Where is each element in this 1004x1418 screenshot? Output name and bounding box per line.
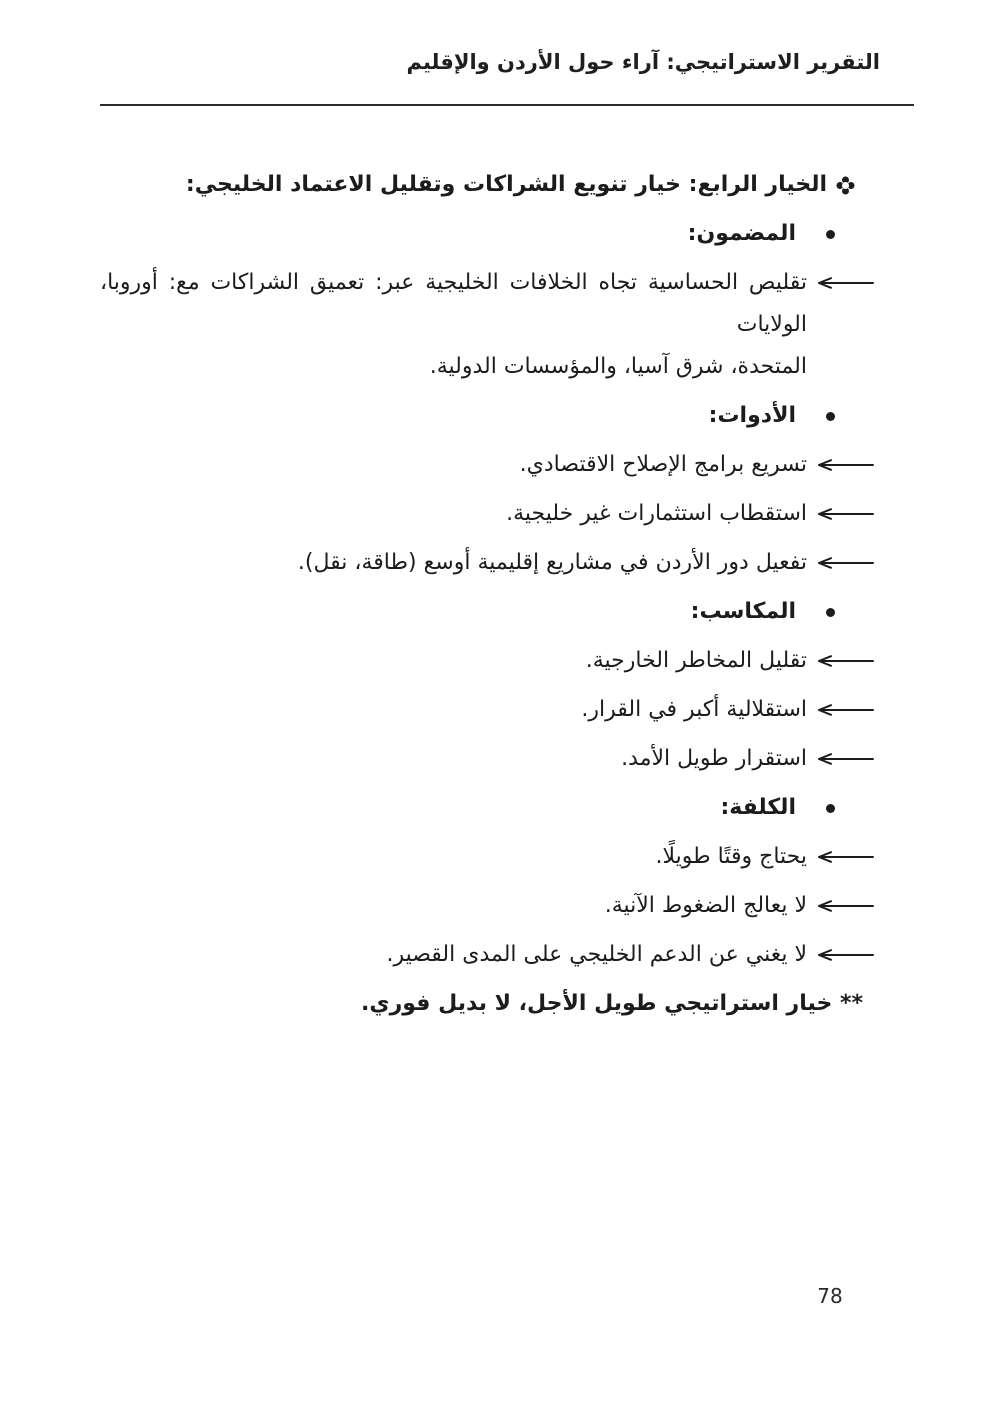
paragraph-line: تقليص الحساسية تجاه الخلافات الخليجية عبر: تعميق الشراكات مع: أوروبا، الولايات	[100, 270, 807, 337]
list-item-label: الكلفة:	[720, 795, 796, 820]
four-dot-diamond-icon	[836, 164, 855, 206]
list-item	[100, 262, 905, 388]
long-left-arrow-icon	[817, 836, 875, 878]
list-item	[100, 885, 905, 927]
bullet-icon	[826, 395, 835, 437]
list-item	[100, 836, 905, 878]
long-left-arrow-icon	[817, 738, 875, 780]
page-number: 78	[817, 1284, 843, 1308]
list-item	[100, 542, 905, 584]
bullet-icon	[826, 591, 835, 633]
list-item-label: المضمون:	[687, 221, 796, 246]
list-item-label: لا يغني عن الدعم الخليجي على المدى القصير.	[386, 942, 807, 967]
header-divider	[100, 104, 914, 106]
long-left-arrow-icon	[817, 640, 875, 682]
list-item-label: الأدوات:	[708, 403, 796, 428]
list-item	[100, 164, 905, 206]
list-item-label: استقطاب استثمارات غير خليجية.	[506, 501, 807, 526]
long-left-arrow-icon	[817, 689, 875, 731]
list-item	[100, 395, 905, 437]
list-item	[100, 640, 905, 682]
bullet-icon	[826, 213, 835, 255]
list-item-label: يحتاج وقتًا طويلًا.	[655, 844, 807, 869]
list-item	[100, 934, 905, 976]
running-header-title: التقرير الاستراتيجي: آراء حول الأردن والإقليم	[406, 50, 880, 74]
content-list	[100, 164, 905, 1032]
list-item-label: تسريع برامج الإصلاح الاقتصادي.	[519, 452, 807, 477]
list-item-label: تفعيل دور الأردن في مشاريع إقليمية أوسع (طاقة، نقل).	[297, 550, 807, 575]
list-item	[100, 444, 905, 486]
list-item	[100, 591, 905, 633]
list-item	[100, 213, 905, 255]
long-left-arrow-icon	[817, 542, 875, 584]
list-item	[100, 738, 905, 780]
long-left-arrow-icon	[817, 444, 875, 486]
list-item	[100, 493, 905, 535]
paragraph-line: المتحدة، شرق آسيا، والمؤسسات الدولية.	[429, 354, 807, 379]
list-item	[100, 787, 905, 829]
bullet-icon	[826, 787, 835, 829]
summary-note	[100, 983, 905, 1025]
list-item-label: استقلالية أكبر في القرار.	[581, 697, 807, 722]
list-item	[100, 689, 905, 731]
long-left-arrow-icon	[817, 493, 875, 535]
list-item-label: تقليل المخاطر الخارجية.	[585, 648, 807, 673]
long-left-arrow-icon	[817, 262, 875, 304]
list-item-label: المكاسب:	[690, 599, 796, 624]
long-left-arrow-icon	[817, 885, 875, 927]
list-item-paragraph	[100, 262, 807, 388]
summary-note-label: ** خيار استراتيجي طويل الأجل، لا بديل فوري.	[361, 991, 863, 1016]
long-left-arrow-icon	[817, 934, 875, 976]
list-item-label: استقرار طويل الأمد.	[621, 746, 807, 771]
list-item-label: الخيار الرابع: خيار تنويع الشراكات وتقليل الاعتماد الخليجي:	[185, 172, 827, 197]
list-item-label: لا يعالج الضغوط الآنية.	[604, 893, 807, 918]
